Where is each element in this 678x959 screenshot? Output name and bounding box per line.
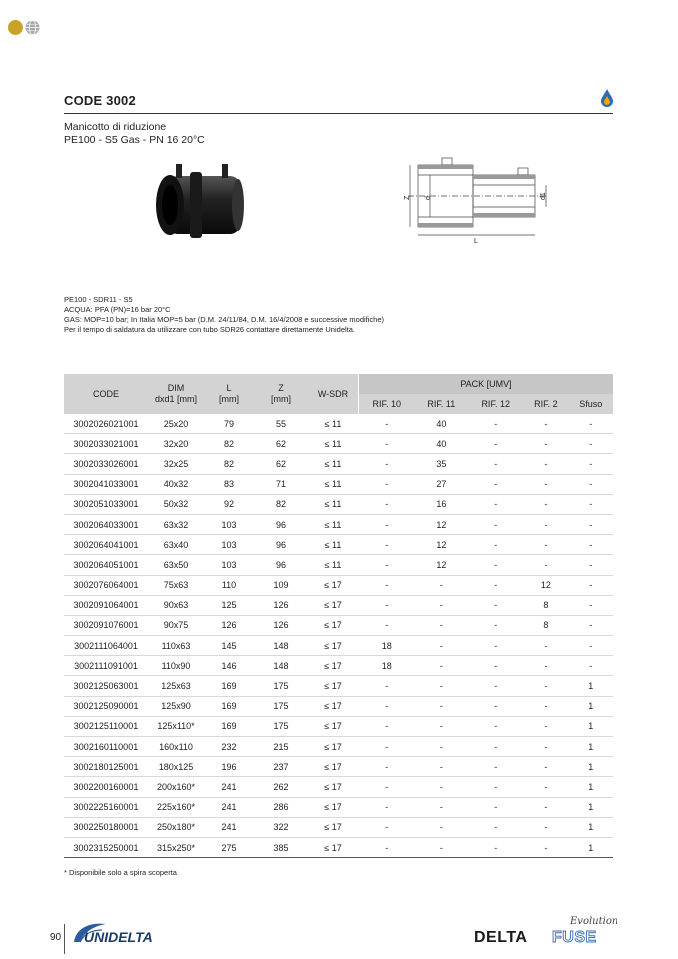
cell-dim: 110x63 bbox=[148, 636, 204, 656]
cell-rif10: - bbox=[359, 474, 415, 494]
cell-code: 3002315250001 bbox=[64, 837, 148, 857]
table-row bbox=[64, 514, 613, 534]
cell-dim: 63x40 bbox=[148, 535, 204, 555]
cell-sfuso: 1 bbox=[569, 837, 613, 857]
cell-z: 109 bbox=[254, 575, 308, 595]
cell-rif11: - bbox=[414, 676, 468, 696]
cell-sfuso: 1 bbox=[569, 777, 613, 797]
cell-l: 79 bbox=[204, 414, 254, 434]
cell-rif12: - bbox=[468, 696, 523, 716]
table-row bbox=[64, 696, 613, 716]
cell-z: 62 bbox=[254, 454, 308, 474]
cell-rif11: - bbox=[414, 716, 468, 736]
globe-icon bbox=[25, 20, 40, 35]
col-header-l: L [mm] bbox=[204, 374, 254, 414]
cell-l: 83 bbox=[204, 474, 254, 494]
cell-rif10: - bbox=[359, 434, 415, 454]
col-header-dim: DIM dxd1 [mm] bbox=[148, 374, 204, 414]
cell-rif10: - bbox=[359, 716, 415, 736]
cell-sfuso: - bbox=[569, 414, 613, 434]
cell-rif11: 40 bbox=[414, 414, 468, 434]
cell-rif12: - bbox=[468, 757, 523, 777]
cell-sfuso: - bbox=[569, 454, 613, 474]
cell-rif12: - bbox=[468, 837, 523, 857]
cell-z: 148 bbox=[254, 636, 308, 656]
cell-z: 96 bbox=[254, 555, 308, 575]
col-header-sfuso: Sfuso bbox=[569, 394, 613, 414]
deltafuse-delta: DELTA bbox=[474, 929, 528, 946]
table-row bbox=[64, 777, 613, 797]
cell-l: 169 bbox=[204, 676, 254, 696]
product-spec: PE100 - S5 Gas - PN 16 20°C bbox=[64, 134, 205, 146]
cell-dim: 180x125 bbox=[148, 757, 204, 777]
cell-rif10: - bbox=[359, 757, 415, 777]
cell-rif10: - bbox=[359, 615, 415, 635]
cell-z: 385 bbox=[254, 837, 308, 857]
cell-wsdr: ≤ 17 bbox=[308, 615, 359, 635]
cell-rif2: 8 bbox=[523, 615, 568, 635]
cell-rif10: 18 bbox=[359, 636, 415, 656]
cell-rif10: - bbox=[359, 737, 415, 757]
table-row bbox=[64, 454, 613, 474]
table-row bbox=[64, 555, 613, 575]
table-row bbox=[64, 636, 613, 656]
cell-z: 262 bbox=[254, 777, 308, 797]
cell-rif12: - bbox=[468, 716, 523, 736]
cell-l: 196 bbox=[204, 757, 254, 777]
cell-dim: 160x110 bbox=[148, 737, 204, 757]
cell-l: 275 bbox=[204, 837, 254, 857]
product-table bbox=[64, 374, 613, 858]
cell-z: 322 bbox=[254, 817, 308, 837]
deltafuse-logo bbox=[472, 912, 617, 951]
cell-rif10: - bbox=[359, 817, 415, 837]
cell-sfuso: - bbox=[569, 434, 613, 454]
table-row bbox=[64, 797, 613, 817]
cell-rif12: - bbox=[468, 636, 523, 656]
table-row bbox=[64, 535, 613, 555]
cell-sfuso: - bbox=[569, 575, 613, 595]
deltafuse-script: Evolution bbox=[570, 916, 617, 927]
cell-l: 103 bbox=[204, 555, 254, 575]
cell-code: 3002041033001 bbox=[64, 474, 148, 494]
cell-rif2: - bbox=[523, 636, 568, 656]
cell-l: 169 bbox=[204, 716, 254, 736]
cell-code: 3002064041001 bbox=[64, 535, 148, 555]
cell-code: 3002033021001 bbox=[64, 434, 148, 454]
cell-dim: 225x160* bbox=[148, 797, 204, 817]
cell-code: 3002200160001 bbox=[64, 777, 148, 797]
cell-rif12: - bbox=[468, 474, 523, 494]
cell-rif11: 12 bbox=[414, 514, 468, 534]
cell-z: 62 bbox=[254, 434, 308, 454]
cell-z: 55 bbox=[254, 414, 308, 434]
cell-rif11: 35 bbox=[414, 454, 468, 474]
table-row bbox=[64, 757, 613, 777]
cell-rif2: - bbox=[523, 514, 568, 534]
cell-rif11: - bbox=[414, 615, 468, 635]
cell-sfuso: 1 bbox=[569, 696, 613, 716]
cell-z: 175 bbox=[254, 676, 308, 696]
cell-dim: 63x50 bbox=[148, 555, 204, 575]
cell-z: 237 bbox=[254, 757, 308, 777]
cell-rif2: - bbox=[523, 716, 568, 736]
cell-l: 232 bbox=[204, 737, 254, 757]
cell-rif10: - bbox=[359, 696, 415, 716]
cell-rif10: - bbox=[359, 494, 415, 514]
table-row bbox=[64, 716, 613, 736]
col-header-z: Z [mm] bbox=[254, 374, 308, 414]
col-header-wsdr: W-SDR bbox=[308, 374, 359, 414]
cell-dim: 200x160* bbox=[148, 777, 204, 797]
cell-rif11: 12 bbox=[414, 555, 468, 575]
note-line: GAS: MOP=10 bar; In Italia MOP=5 bar (D.M. 24/11/84, D.M. 16/4/2008 e successive modifiche) bbox=[64, 315, 385, 324]
cell-rif2: - bbox=[523, 777, 568, 797]
cell-rif12: - bbox=[468, 615, 523, 635]
cell-sfuso: - bbox=[569, 494, 613, 514]
cell-rif12: - bbox=[468, 595, 523, 615]
cell-rif10: - bbox=[359, 595, 415, 615]
footer-divider bbox=[64, 924, 65, 954]
cell-rif12: - bbox=[468, 817, 523, 837]
cell-rif2: - bbox=[523, 757, 568, 777]
drawing-label-z: Z bbox=[404, 195, 411, 200]
cell-wsdr: ≤ 11 bbox=[308, 535, 359, 555]
cell-dim: 315x250* bbox=[148, 837, 204, 857]
cell-code: 3002064051001 bbox=[64, 555, 148, 575]
cell-sfuso: 1 bbox=[569, 737, 613, 757]
cell-sfuso: 1 bbox=[569, 716, 613, 736]
cell-rif11: 16 bbox=[414, 494, 468, 514]
table-row bbox=[64, 676, 613, 696]
cell-dim: 63x32 bbox=[148, 514, 204, 534]
cell-z: 215 bbox=[254, 737, 308, 757]
water-gas-drop-icon bbox=[600, 88, 614, 108]
cell-rif11: - bbox=[414, 757, 468, 777]
cell-z: 126 bbox=[254, 595, 308, 615]
cell-rif10: - bbox=[359, 676, 415, 696]
cell-wsdr: ≤ 17 bbox=[308, 797, 359, 817]
table-row bbox=[64, 474, 613, 494]
footnote: * Disponibile solo a spira scoperta bbox=[64, 868, 177, 877]
cell-rif10: - bbox=[359, 575, 415, 595]
cell-wsdr: ≤ 11 bbox=[308, 474, 359, 494]
cell-rif12: - bbox=[468, 414, 523, 434]
cell-rif2: - bbox=[523, 797, 568, 817]
cell-rif2: - bbox=[523, 434, 568, 454]
cell-sfuso: - bbox=[569, 555, 613, 575]
cell-dim: 32x25 bbox=[148, 454, 204, 474]
cell-rif10: - bbox=[359, 535, 415, 555]
cell-l: 126 bbox=[204, 615, 254, 635]
deltafuse-fuse: FUSE bbox=[552, 929, 597, 946]
cell-rif12: - bbox=[468, 494, 523, 514]
cell-code: 3002033026001 bbox=[64, 454, 148, 474]
cell-dim: 90x75 bbox=[148, 615, 204, 635]
cell-l: 145 bbox=[204, 636, 254, 656]
cell-wsdr: ≤ 17 bbox=[308, 676, 359, 696]
cell-code: 3002125090001 bbox=[64, 696, 148, 716]
cell-wsdr: ≤ 11 bbox=[308, 454, 359, 474]
cell-rif11: - bbox=[414, 696, 468, 716]
cell-wsdr: ≤ 11 bbox=[308, 555, 359, 575]
cell-code: 3002076064001 bbox=[64, 575, 148, 595]
title-divider bbox=[64, 113, 613, 114]
cell-rif12: - bbox=[468, 555, 523, 575]
cell-z: 96 bbox=[254, 514, 308, 534]
cell-wsdr: ≤ 17 bbox=[308, 817, 359, 837]
unidelta-logo-text: UNIDELTA bbox=[84, 929, 153, 945]
technical-notes bbox=[64, 295, 384, 335]
cell-code: 3002111064001 bbox=[64, 636, 148, 656]
cell-rif11: 12 bbox=[414, 535, 468, 555]
cell-rif10: - bbox=[359, 777, 415, 797]
col-header-rif10: RIF. 10 bbox=[359, 394, 415, 414]
cell-dim: 50x32 bbox=[148, 494, 204, 514]
cell-rif2: 8 bbox=[523, 595, 568, 615]
product-name: Manicotto di riduzione bbox=[64, 121, 167, 133]
cell-rif11: - bbox=[414, 837, 468, 857]
cell-rif2: - bbox=[523, 676, 568, 696]
cell-rif2: - bbox=[523, 414, 568, 434]
cell-rif11: 27 bbox=[414, 474, 468, 494]
cell-l: 92 bbox=[204, 494, 254, 514]
cell-rif2: - bbox=[523, 737, 568, 757]
cell-wsdr: ≤ 17 bbox=[308, 636, 359, 656]
table-row bbox=[64, 575, 613, 595]
gold-dot-icon bbox=[8, 20, 23, 35]
cell-rif12: - bbox=[468, 454, 523, 474]
col-header-code: CODE bbox=[64, 374, 148, 414]
cell-dim: 75x63 bbox=[148, 575, 204, 595]
cell-wsdr: ≤ 17 bbox=[308, 716, 359, 736]
cell-rif11: - bbox=[414, 737, 468, 757]
cell-rif2: - bbox=[523, 454, 568, 474]
col-header-rif12: RIF. 12 bbox=[468, 394, 523, 414]
cell-rif10: - bbox=[359, 837, 415, 857]
cell-code: 3002064033001 bbox=[64, 514, 148, 534]
cell-rif2: - bbox=[523, 474, 568, 494]
cell-rif11: 40 bbox=[414, 434, 468, 454]
cell-wsdr: ≤ 17 bbox=[308, 837, 359, 857]
cell-rif12: - bbox=[468, 656, 523, 676]
cell-rif10: - bbox=[359, 555, 415, 575]
table-row bbox=[64, 494, 613, 514]
note-line: PE100 - SDR11 - S5 bbox=[64, 295, 133, 304]
cell-rif10: - bbox=[359, 414, 415, 434]
cell-rif11: - bbox=[414, 575, 468, 595]
cell-dim: 110x90 bbox=[148, 656, 204, 676]
cell-l: 103 bbox=[204, 514, 254, 534]
cell-l: 103 bbox=[204, 535, 254, 555]
cell-rif10: - bbox=[359, 514, 415, 534]
cell-z: 96 bbox=[254, 535, 308, 555]
table-row bbox=[64, 434, 613, 454]
cell-dim: 40x32 bbox=[148, 474, 204, 494]
cell-rif12: - bbox=[468, 535, 523, 555]
cell-dim: 25x20 bbox=[148, 414, 204, 434]
cell-rif10: - bbox=[359, 454, 415, 474]
page-title: CODE 3002 bbox=[64, 93, 136, 108]
cell-dim: 90x63 bbox=[148, 595, 204, 615]
cell-sfuso: 1 bbox=[569, 757, 613, 777]
cell-wsdr: ≤ 11 bbox=[308, 514, 359, 534]
cell-rif2: 12 bbox=[523, 575, 568, 595]
cell-wsdr: ≤ 17 bbox=[308, 696, 359, 716]
cell-wsdr: ≤ 11 bbox=[308, 414, 359, 434]
cell-wsdr: ≤ 17 bbox=[308, 737, 359, 757]
technical-drawing bbox=[398, 150, 558, 245]
cell-z: 126 bbox=[254, 615, 308, 635]
drawing-label-d1: d1 bbox=[540, 192, 547, 200]
cell-code: 3002250180001 bbox=[64, 817, 148, 837]
drawing-label-l: L bbox=[474, 238, 478, 245]
cell-sfuso: 1 bbox=[569, 676, 613, 696]
cell-z: 82 bbox=[254, 494, 308, 514]
cell-rif11: - bbox=[414, 797, 468, 817]
cell-dim: 125x63 bbox=[148, 676, 204, 696]
product-description bbox=[64, 121, 205, 147]
note-line: Per il tempo di saldatura da utilizzare con tubo SDR26 contattare direttamente Unidelta. bbox=[64, 325, 355, 334]
table-row bbox=[64, 615, 613, 635]
cell-code: 3002026021001 bbox=[64, 414, 148, 434]
cell-l: 82 bbox=[204, 434, 254, 454]
cell-l: 241 bbox=[204, 777, 254, 797]
cell-l: 125 bbox=[204, 595, 254, 615]
cell-dim: 32x20 bbox=[148, 434, 204, 454]
cell-l: 241 bbox=[204, 817, 254, 837]
cell-code: 3002125063001 bbox=[64, 676, 148, 696]
cell-rif12: - bbox=[468, 777, 523, 797]
cell-sfuso: - bbox=[569, 535, 613, 555]
cell-rif12: - bbox=[468, 676, 523, 696]
cell-sfuso: - bbox=[569, 514, 613, 534]
cell-dim: 125x110* bbox=[148, 716, 204, 736]
cell-code: 3002051033001 bbox=[64, 494, 148, 514]
cell-rif12: - bbox=[468, 434, 523, 454]
cell-wsdr: ≤ 17 bbox=[308, 757, 359, 777]
cell-sfuso: - bbox=[569, 595, 613, 615]
cell-rif11: - bbox=[414, 595, 468, 615]
cell-rif2: - bbox=[523, 817, 568, 837]
cell-rif12: - bbox=[468, 737, 523, 757]
cell-l: 169 bbox=[204, 696, 254, 716]
cell-sfuso: 1 bbox=[569, 797, 613, 817]
cell-rif10: 18 bbox=[359, 656, 415, 676]
col-header-rif2: RIF. 2 bbox=[523, 394, 568, 414]
col-header-rif11: RIF. 11 bbox=[414, 394, 468, 414]
table-row bbox=[64, 595, 613, 615]
cell-z: 175 bbox=[254, 696, 308, 716]
table-row bbox=[64, 737, 613, 757]
cell-code: 3002180125001 bbox=[64, 757, 148, 777]
cell-sfuso: - bbox=[569, 656, 613, 676]
drawing-label-d: d bbox=[425, 196, 432, 200]
cell-code: 3002091076001 bbox=[64, 615, 148, 635]
cell-rif12: - bbox=[468, 575, 523, 595]
cell-rif2: - bbox=[523, 656, 568, 676]
cell-l: 110 bbox=[204, 575, 254, 595]
cell-sfuso: - bbox=[569, 615, 613, 635]
cell-wsdr: ≤ 11 bbox=[308, 494, 359, 514]
cell-rif2: - bbox=[523, 535, 568, 555]
cell-z: 286 bbox=[254, 797, 308, 817]
reducer-coupler-photo bbox=[150, 158, 250, 248]
cell-z: 71 bbox=[254, 474, 308, 494]
page-number: 90 bbox=[50, 932, 62, 943]
cell-code: 3002091064001 bbox=[64, 595, 148, 615]
cell-code: 3002111091001 bbox=[64, 656, 148, 676]
cell-sfuso: - bbox=[569, 474, 613, 494]
col-header-pack: PACK [UMV] bbox=[359, 374, 614, 394]
cell-rif11: - bbox=[414, 656, 468, 676]
cell-rif11: - bbox=[414, 817, 468, 837]
cell-rif2: - bbox=[523, 696, 568, 716]
table-row bbox=[64, 656, 613, 676]
cell-rif2: - bbox=[523, 555, 568, 575]
note-line: ACQUA: PFA (PN)=16 bar 20°C bbox=[64, 305, 171, 314]
table-row bbox=[64, 837, 613, 857]
cell-dim: 250x180* bbox=[148, 817, 204, 837]
cell-rif10: - bbox=[359, 797, 415, 817]
cell-z: 148 bbox=[254, 656, 308, 676]
table-row bbox=[64, 817, 613, 837]
cell-rif2: - bbox=[523, 494, 568, 514]
cell-code: 3002160110001 bbox=[64, 737, 148, 757]
cell-code: 3002125110001 bbox=[64, 716, 148, 736]
cell-rif12: - bbox=[468, 797, 523, 817]
cell-l: 146 bbox=[204, 656, 254, 676]
cell-z: 175 bbox=[254, 716, 308, 736]
cell-rif11: - bbox=[414, 777, 468, 797]
cell-wsdr: ≤ 17 bbox=[308, 575, 359, 595]
cell-wsdr: ≤ 17 bbox=[308, 777, 359, 797]
unidelta-logo bbox=[70, 918, 210, 953]
cell-wsdr: ≤ 11 bbox=[308, 434, 359, 454]
cell-wsdr: ≤ 17 bbox=[308, 595, 359, 615]
cell-code: 3002225160001 bbox=[64, 797, 148, 817]
table-row bbox=[64, 414, 613, 434]
cell-l: 82 bbox=[204, 454, 254, 474]
cell-sfuso: 1 bbox=[569, 817, 613, 837]
cell-rif2: - bbox=[523, 837, 568, 857]
cell-dim: 125x90 bbox=[148, 696, 204, 716]
cell-rif11: - bbox=[414, 636, 468, 656]
cell-rif12: - bbox=[468, 514, 523, 534]
cell-wsdr: ≤ 17 bbox=[308, 656, 359, 676]
cell-l: 241 bbox=[204, 797, 254, 817]
cell-sfuso: - bbox=[569, 636, 613, 656]
